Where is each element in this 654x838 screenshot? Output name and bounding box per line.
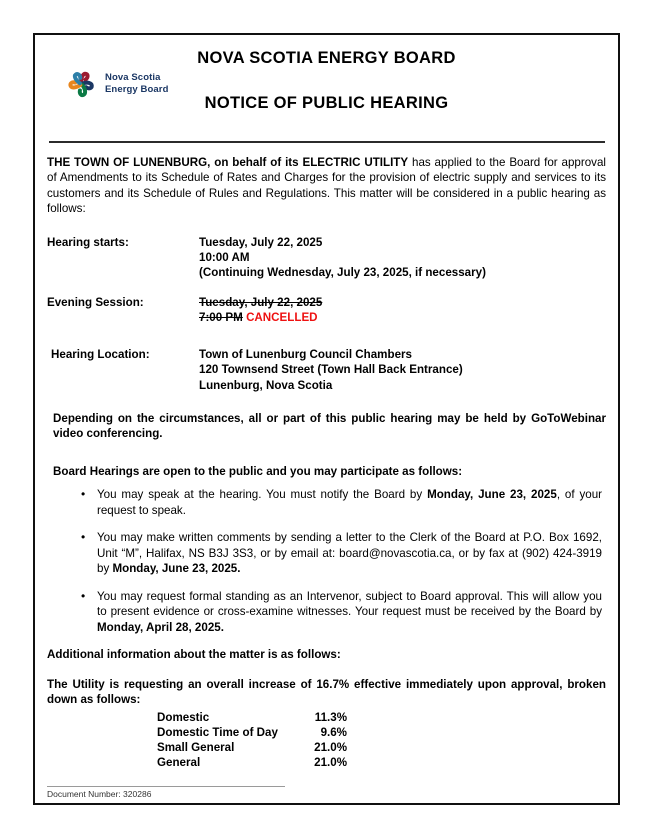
- hearing-starts-label: Hearing starts:: [47, 235, 129, 249]
- rate-value: 21.0%: [314, 740, 347, 754]
- cancelled-badge: CANCELLED: [246, 310, 318, 324]
- hearing-starts-line-1: Tuesday, July 22, 2025: [199, 235, 323, 249]
- page-inner: [35, 35, 618, 803]
- document-body: [47, 155, 606, 770]
- intro-rest: has applied to the Board for approval of Amendments to its Schedule of Rates and Charges for the provision of electric supply and services to its customers and its Schedule of Rules and Regulations. This matter will be considered in a public hearing as follows:: [47, 156, 606, 216]
- detail-evening-session: [47, 295, 606, 326]
- bullet-1-bold: Monday, June 23, 2025: [427, 488, 557, 502]
- table-row: [157, 740, 606, 755]
- hearing-location-value: [199, 347, 606, 393]
- bullet-2-pre: You may make written comments by sending a letter to the Clerk of the Board at P.O. Box 1692, Unit “M”, Halifax, NS B3J 3S3, or by email at: board@novascotia.ca, or by fax at (902) 424-3919 by: [97, 531, 602, 576]
- logo-line-1: Nova Scotia: [105, 72, 161, 84]
- rate-name: Small General: [157, 740, 235, 754]
- intro-bold-lead: THE TOWN OF LUNENBURG, on behalf of its ELECTRIC UTILITY: [47, 156, 409, 169]
- page-subtitle: NOTICE OF PUBLIC HEARING: [204, 94, 449, 112]
- page-title: NOVA SCOTIA ENERGY BOARD: [197, 49, 456, 67]
- header-titles: [47, 49, 606, 113]
- hearing-starts-line-2: 10:00 AM: [199, 250, 250, 264]
- list-item: [97, 589, 606, 636]
- bullet-1-post: , of your request to speak.: [97, 488, 603, 517]
- hearing-starts-value: [199, 235, 606, 281]
- evening-session-value: [199, 295, 606, 326]
- rate-value: 9.6%: [320, 725, 347, 739]
- bullet-3-bold: Monday, April 28, 2025.: [97, 620, 224, 634]
- header-divider: [49, 141, 605, 143]
- increase-statement: The Utility is requesting an overall increase of 16.7% effective immediately upon approval, broken down as follows:: [47, 677, 606, 707]
- evening-session-label: Evening Session:: [47, 295, 144, 309]
- document-page: [33, 33, 620, 805]
- rate-name: Domestic: [157, 710, 210, 724]
- logo-line-2: Energy Board: [105, 84, 169, 95]
- hearing-location-label: Hearing Location:: [51, 348, 150, 362]
- list-item: [97, 487, 606, 518]
- detail-hearing-starts: [47, 235, 606, 281]
- detail-hearing-location: [47, 347, 606, 393]
- intro-paragraph: [47, 155, 606, 217]
- hearing-location-line-2: 120 Townsend Street (Town Hall Back Entrance): [199, 363, 463, 377]
- table-row: [157, 725, 606, 740]
- rate-value: 21.0%: [314, 755, 347, 769]
- bullet-1-pre: You may speak at the hearing. You must notify the Board by: [97, 488, 428, 502]
- rate-name: Domestic Time of Day: [157, 725, 278, 739]
- document-number-footer: Document Number: 320286: [47, 786, 285, 799]
- list-item: [97, 530, 606, 577]
- evening-session-date-struck: Tuesday, July 22, 2025: [199, 295, 323, 309]
- participation-lead: Board Hearings are open to the public and you may participate as follows:: [53, 464, 463, 478]
- participation-bullet-list: [47, 487, 606, 635]
- rate-name: General: [157, 755, 201, 769]
- table-row: [157, 710, 606, 725]
- rate-increase-table: [47, 710, 606, 770]
- evening-session-time-struck: 7:00 PM: [199, 310, 243, 324]
- rate-value: 11.3%: [314, 710, 347, 724]
- hearing-location-line-1: Town of Lunenburg Council Chambers: [199, 348, 412, 362]
- additional-info-heading: Additional information about the matter is as follows:: [47, 648, 341, 662]
- hearing-location-line-3: Lunenburg, Nova Scotia: [199, 378, 333, 392]
- evening-session-time-row: [199, 310, 606, 325]
- bullet-3-pre: You may request formal standing as an Intervenor, subject to Board approval. This will allow you to present evidence or cross-examine witnesses. Your request must be received by the Board by: [97, 589, 602, 619]
- bullet-2-bold: Monday, June 23, 2025.: [112, 562, 241, 576]
- webinar-note: Depending on the circumstances, all or part of this public hearing may be held by GoToWebinar video conferencing.: [53, 412, 606, 441]
- hearing-starts-line-3: (Continuing Wednesday, July 23, 2025, if necessary): [199, 266, 486, 280]
- document-header: [47, 35, 606, 127]
- table-row: [157, 755, 606, 770]
